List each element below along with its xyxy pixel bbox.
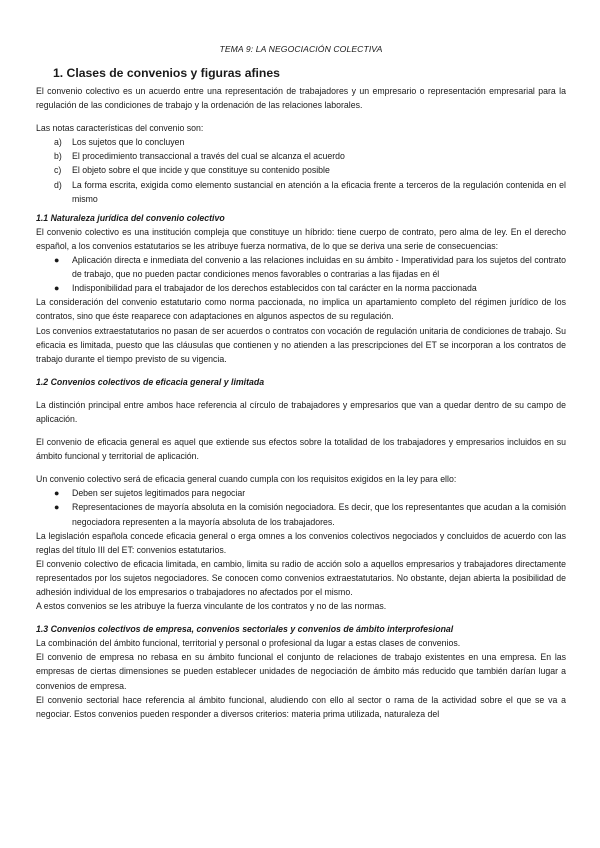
- list-item-text: Los sujetos que lo concluyen: [72, 137, 185, 148]
- paragraph: La consideración del convenio estatutario como norma paccionada, no implica un apartamiento completo del régimen jurídico de los contratos, sino que éste reaparece con adaptaciones en algunos aspectos de su regulación.: [36, 297, 566, 322]
- paragraph: El convenio sectorial hace referencia al ámbito funcional, aludiendo con ello al sector o rama de la actividad sobre el que se va a negociar. Estos convenios pueden responder a diversos criterios: materia prima utilizada, naturaleza del: [36, 694, 566, 719]
- section-1-2-title: 1.2 Convenios colectivos de eficacia general y limitada: [36, 376, 265, 387]
- list-item: [54, 486, 566, 500]
- list-marker: b): [54, 151, 62, 162]
- list-item: [54, 163, 566, 177]
- page-header: TEMA 9: LA NEGOCIACIÓN COLECTIVA: [219, 44, 383, 54]
- paragraph: A estos convenios se les atribuye la fuerza vinculante de los contratos y no de las normas.: [36, 601, 387, 612]
- list-item: [54, 149, 566, 163]
- section-1-title: 1. Clases de convenios y figuras afines: [53, 66, 280, 80]
- list-item-text: Representaciones de mayoría absoluta en la comisión negociadora. Es decir, que los representantes que acudan a la comisión negociadora representen a la mayoría absoluta de los trabajadores.: [72, 502, 566, 527]
- paragraph: El convenio de eficacia general es aquel que extiende sus efectos sobre la totalidad de los trabajadores y empresarios incluidos en su ámbito funcional y territorial de aplicación.: [36, 437, 566, 462]
- paragraph: Un convenio colectivo será de eficacia general cuando cumpla con los requisitos exigidos en la ley para ello:: [36, 474, 457, 485]
- paragraph: La distinción principal entre ambos hace referencia al círculo de trabajadores y empresarios que van a quedar dentro de su campo de aplicación.: [36, 399, 566, 424]
- list-item-text: Deben ser sujetos legitimados para negociar: [72, 488, 246, 499]
- list-marker: d): [54, 179, 62, 190]
- consequences-list: [36, 253, 566, 295]
- list-item-text: El procedimiento transaccional a través del cual se alcanza el acuerdo: [72, 151, 345, 162]
- document-page: [36, 0, 566, 848]
- list-marker: a): [54, 137, 62, 148]
- bullet-icon: ●: [54, 488, 60, 499]
- list-item: [54, 500, 566, 528]
- list-item-text: Indisponibilidad para el trabajador de los derechos establecidos con tal carácter en la norma paccionada: [72, 283, 477, 294]
- list-item: [54, 178, 566, 206]
- characteristics-list: [36, 135, 566, 205]
- list-item-text: Aplicación directa e inmediata del convenio a las relaciones incluidas en su ámbito - Imperatividad para los sujetos del contrato de trabajo, que no pueden pactar condiciones menos favorables o contrarias a las fijadas en él: [72, 255, 566, 280]
- paragraph: El convenio colectivo es un acuerdo entre una representación de trabajadores y un empresario o representación empresarial para la regulación de las condiciones de trabajo y la ordenación de las relaciones laborales.: [36, 86, 566, 111]
- bullet-icon: ●: [54, 255, 60, 266]
- section-1-1-title: 1.1 Naturaleza jurídica del convenio colectivo: [36, 212, 225, 223]
- paragraph: Los convenios extraestatutarios no pasan de ser acuerdos o contratos con vocación de regulación unitaria de condiciones de trabajo. Su eficacia es limitada, puesto que las cláusulas que contienen y no atienden a las prescripciones del ET se incorporan a los contratos de trabajo durante el tiempo previsto de su vigencia.: [36, 325, 566, 364]
- list-item: [54, 281, 566, 295]
- list-item-text: La forma escrita, exigida como elemento sustancial en atención a la eficacia frente a terceros de la regulación contenida en el mismo: [72, 179, 566, 204]
- paragraph: El convenio colectivo de eficacia limitada, en cambio, limita su radio de acción solo a aquellos empresarios y trabajadores directamente representados por los sujetos negociadores. Se conocen como convenios extraestatutarios. No obstante, dejan abierta la posibilidad de adhesión individual de los empresarios o trabajadores no afectados por el mismo.: [36, 558, 566, 597]
- bullet-icon: ●: [54, 283, 60, 294]
- list-item: [54, 135, 566, 149]
- list-marker: c): [54, 165, 62, 176]
- paragraph: El convenio de empresa no rebasa en su ámbito funcional el conjunto de relaciones de trabajo existentes en una empresa. En las empresas de ciertas dimensiones se pueden establecer unidades de negociación de ámbito más reducido que también darían lugar a convenios de empresa.: [36, 652, 566, 691]
- list-item: [54, 253, 566, 281]
- paragraph: La combinación del ámbito funcional, territorial y personal o profesional da lugar a estas clases de convenios.: [36, 638, 461, 649]
- paragraph: Las notas características del convenio son:: [36, 123, 204, 134]
- requirements-list: [36, 486, 566, 528]
- section-1-3-title: 1.3 Convenios colectivos de empresa, convenios sectoriales y convenios de ámbito interprofesional: [36, 624, 454, 635]
- paragraph: La legislación española concede eficacia general o erga omnes a los convenios colectivos negociados y concluidos de acuerdo con las reglas del título III del ET: convenios estatutarios.: [36, 530, 566, 555]
- list-item-text: El objeto sobre el que incide y que constituye su contenido posible: [72, 165, 330, 176]
- paragraph: El convenio colectivo es una institución compleja que constituye un híbrido: tiene cuerpo de contrato, pero alma de ley. En el derecho español, a los convenios estatutarios se les atribuye fuerza normativa, de lo que se deriva una serie de consecuencias:: [36, 226, 566, 251]
- bullet-icon: ●: [54, 502, 60, 513]
